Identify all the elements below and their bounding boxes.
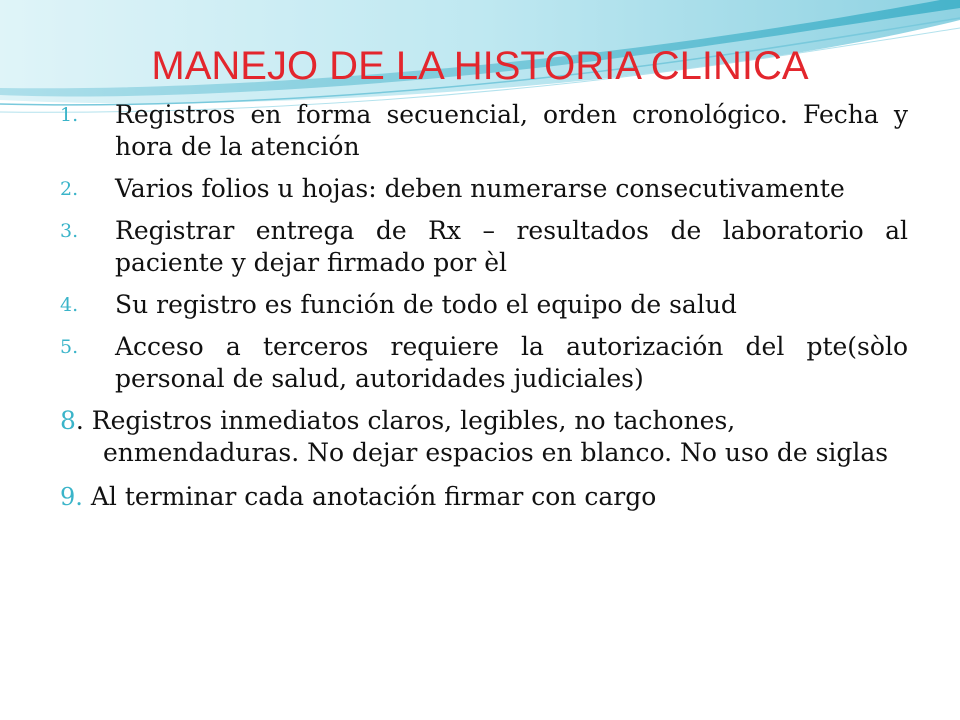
- list-item-text: . Registros inmediatos claros, legibles, no tachones, enmendaduras. No dejar espacios en blanco. No uso de siglas: [75, 406, 889, 467]
- numbered-list: [60, 99, 908, 513]
- list-marker: 9.: [60, 483, 83, 511]
- list-item: [60, 331, 908, 395]
- list-item: [60, 289, 908, 321]
- list-item-text: Varios folios u hojas: deben numerarse consecutivamente: [115, 174, 845, 203]
- list-marker: 4.: [60, 294, 79, 316]
- list-item-text: Su registro es función de todo el equipo de salud: [115, 290, 737, 319]
- list-marker: 3.: [60, 220, 79, 242]
- list-item-text: Registros en forma secuencial, orden cronológico. Fecha y hora de la atención: [115, 100, 908, 161]
- list-item: [60, 405, 908, 469]
- list-item-text: Al terminar cada anotación firmar con cargo: [82, 482, 657, 511]
- list-item: [60, 99, 908, 163]
- list-item: [60, 481, 908, 513]
- list-marker: 1.: [60, 104, 79, 126]
- list-marker: 5.: [60, 336, 79, 358]
- list-marker: 8: [60, 406, 76, 435]
- list-item-text: Registrar entrega de Rx – resultados de laboratorio al paciente y dejar firmado por èl: [115, 216, 908, 277]
- list-item-text: Acceso a terceros requiere la autorización del pte(sòlo personal de salud, autoridades judiciales): [115, 332, 908, 393]
- list-marker: 2.: [60, 178, 79, 200]
- list-item: [60, 173, 908, 205]
- list-item: [60, 215, 908, 279]
- slide-title: MANEJO DE LA HISTORIA CLINICA: [151, 44, 809, 88]
